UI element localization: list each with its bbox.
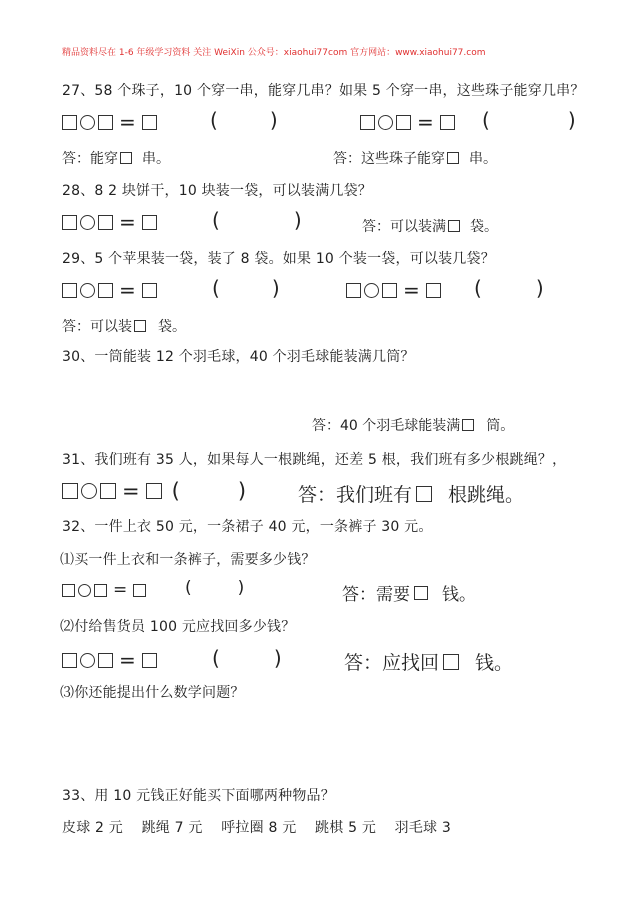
answer-box[interactable] [62,584,75,597]
equals-sign: = [119,210,136,234]
answer-box[interactable] [448,220,460,232]
answer-box[interactable] [134,320,146,332]
answer-box[interactable] [382,283,397,298]
equation-29b [346,278,441,302]
answer-28: 答：可以装满 袋。 [362,219,498,235]
operator-circle[interactable] [364,283,379,298]
equals-sign: = [119,110,136,134]
question-33: 33、用 10 元钱正好能买下面哪两种物品？ [62,788,335,804]
answer-31: 答：我们班有 根跳绳。 [298,484,525,506]
question-32: 32、一件上衣 50 元，一条裙子 40 元，一条裤子 30 元。 [62,519,433,535]
equation-31 [62,479,246,503]
operator-circle[interactable] [78,584,91,597]
unit-paren-32-1[interactable]: ( ) [185,578,245,598]
equals-sign: = [119,278,136,302]
answer-box[interactable] [462,419,474,431]
answer-box[interactable] [100,483,116,499]
equals-sign: = [119,648,136,672]
operator-circle[interactable] [80,283,95,298]
answer-box[interactable] [396,115,411,130]
answer-32-1: 答：需要 钱。 [342,585,476,605]
unit-paren-28[interactable]: ( ) [212,208,302,232]
equation-32-1 [62,580,146,600]
answer-27b: 答：这些珠子能穿 串。 [333,151,497,167]
answer-box[interactable] [142,215,157,230]
answer-box[interactable] [346,283,361,298]
equation-27b [360,110,455,134]
equals-sign: = [122,479,140,503]
answer-box[interactable] [98,653,113,668]
answer-box[interactable] [62,483,78,499]
answer-box[interactable] [146,483,162,499]
answer-box[interactable] [94,584,107,597]
answer-box[interactable] [440,115,455,130]
answer-box[interactable] [416,486,432,502]
equation-32-2 [62,648,157,672]
price-list: 皮球 2 元 跳绳 7 元 呼拉圈 8 元 跳棋 5 元 羽毛球 3 [62,820,451,836]
answer-box[interactable] [62,115,77,130]
equals-sign: = [113,580,128,600]
operator-circle[interactable] [80,215,95,230]
question-30: 30、一筒能装 12 个羽毛球，40 个羽毛球能装满几筒？ [62,349,415,365]
answer-box[interactable] [142,283,157,298]
answer-box[interactable] [98,283,113,298]
equals-sign: = [403,278,420,302]
unit-paren-29b[interactable]: ( ) [474,276,544,300]
equation-29a [62,278,157,302]
unit-paren-31[interactable]: ( ) [171,479,247,503]
question-28: 28、8 2 块饼干，10 块装一袋，可以装满几袋？ [62,183,372,199]
question-32-part2: ⑵付给售货员 100 元应找回多少钱？ [60,619,296,635]
question-32-part3: ⑶你还能提出什么数学问题？ [60,685,245,701]
answer-box[interactable] [414,586,428,600]
answer-box[interactable] [62,653,77,668]
equals-sign: = [417,110,434,134]
answer-box[interactable] [360,115,375,130]
answer-box[interactable] [426,283,441,298]
unit-paren-29a[interactable]: ( ) [212,276,280,300]
operator-circle[interactable] [81,483,97,499]
question-29: 29、5 个苹果装一袋，装了 8 袋。如果 10 个装一袋，可以装几袋？ [62,251,495,267]
unit-paren-27a[interactable]: ( ) [210,108,278,132]
answer-box[interactable] [142,115,157,130]
answer-32-2: 答：应找回 钱。 [344,652,514,674]
question-27: 27、58 个珠子，10 个穿一串，能穿几串？如果 5 个穿一串，这些珠子能穿几串？ [62,83,585,99]
answer-box[interactable] [62,283,77,298]
question-31: 31、我们班有 35 人，如果每人一根跳绳，还差 5 根，我们班有多少根跳绳？， [62,452,567,468]
answer-box[interactable] [133,584,146,597]
answer-30: 答：40 个羽毛球能装满 筒。 [312,418,515,434]
unit-paren-32-2[interactable]: ( ) [212,646,282,670]
unit-paren-27b[interactable]: ( ) [482,108,576,132]
page-header: 精品资料尽在 1-6 年级学习资料 关注 WeiXin 公众号：xiaohui77com 官方网站：www.xiaohui77.com [62,48,486,58]
answer-box[interactable] [62,215,77,230]
answer-29: 答：可以装 袋。 [62,319,186,335]
answer-box[interactable] [98,115,113,130]
equation-27a [62,110,157,134]
answer-box[interactable] [443,654,459,670]
answer-box[interactable] [120,152,132,164]
equation-28 [62,210,157,234]
answer-box[interactable] [98,215,113,230]
answer-27a: 答：能穿 串。 [62,151,170,167]
answer-box[interactable] [142,653,157,668]
operator-circle[interactable] [80,653,95,668]
operator-circle[interactable] [80,115,95,130]
question-32-part1: ⑴买一件上衣和一条裤子，需要多少钱？ [60,552,316,568]
answer-box[interactable] [447,152,459,164]
operator-circle[interactable] [378,115,393,130]
